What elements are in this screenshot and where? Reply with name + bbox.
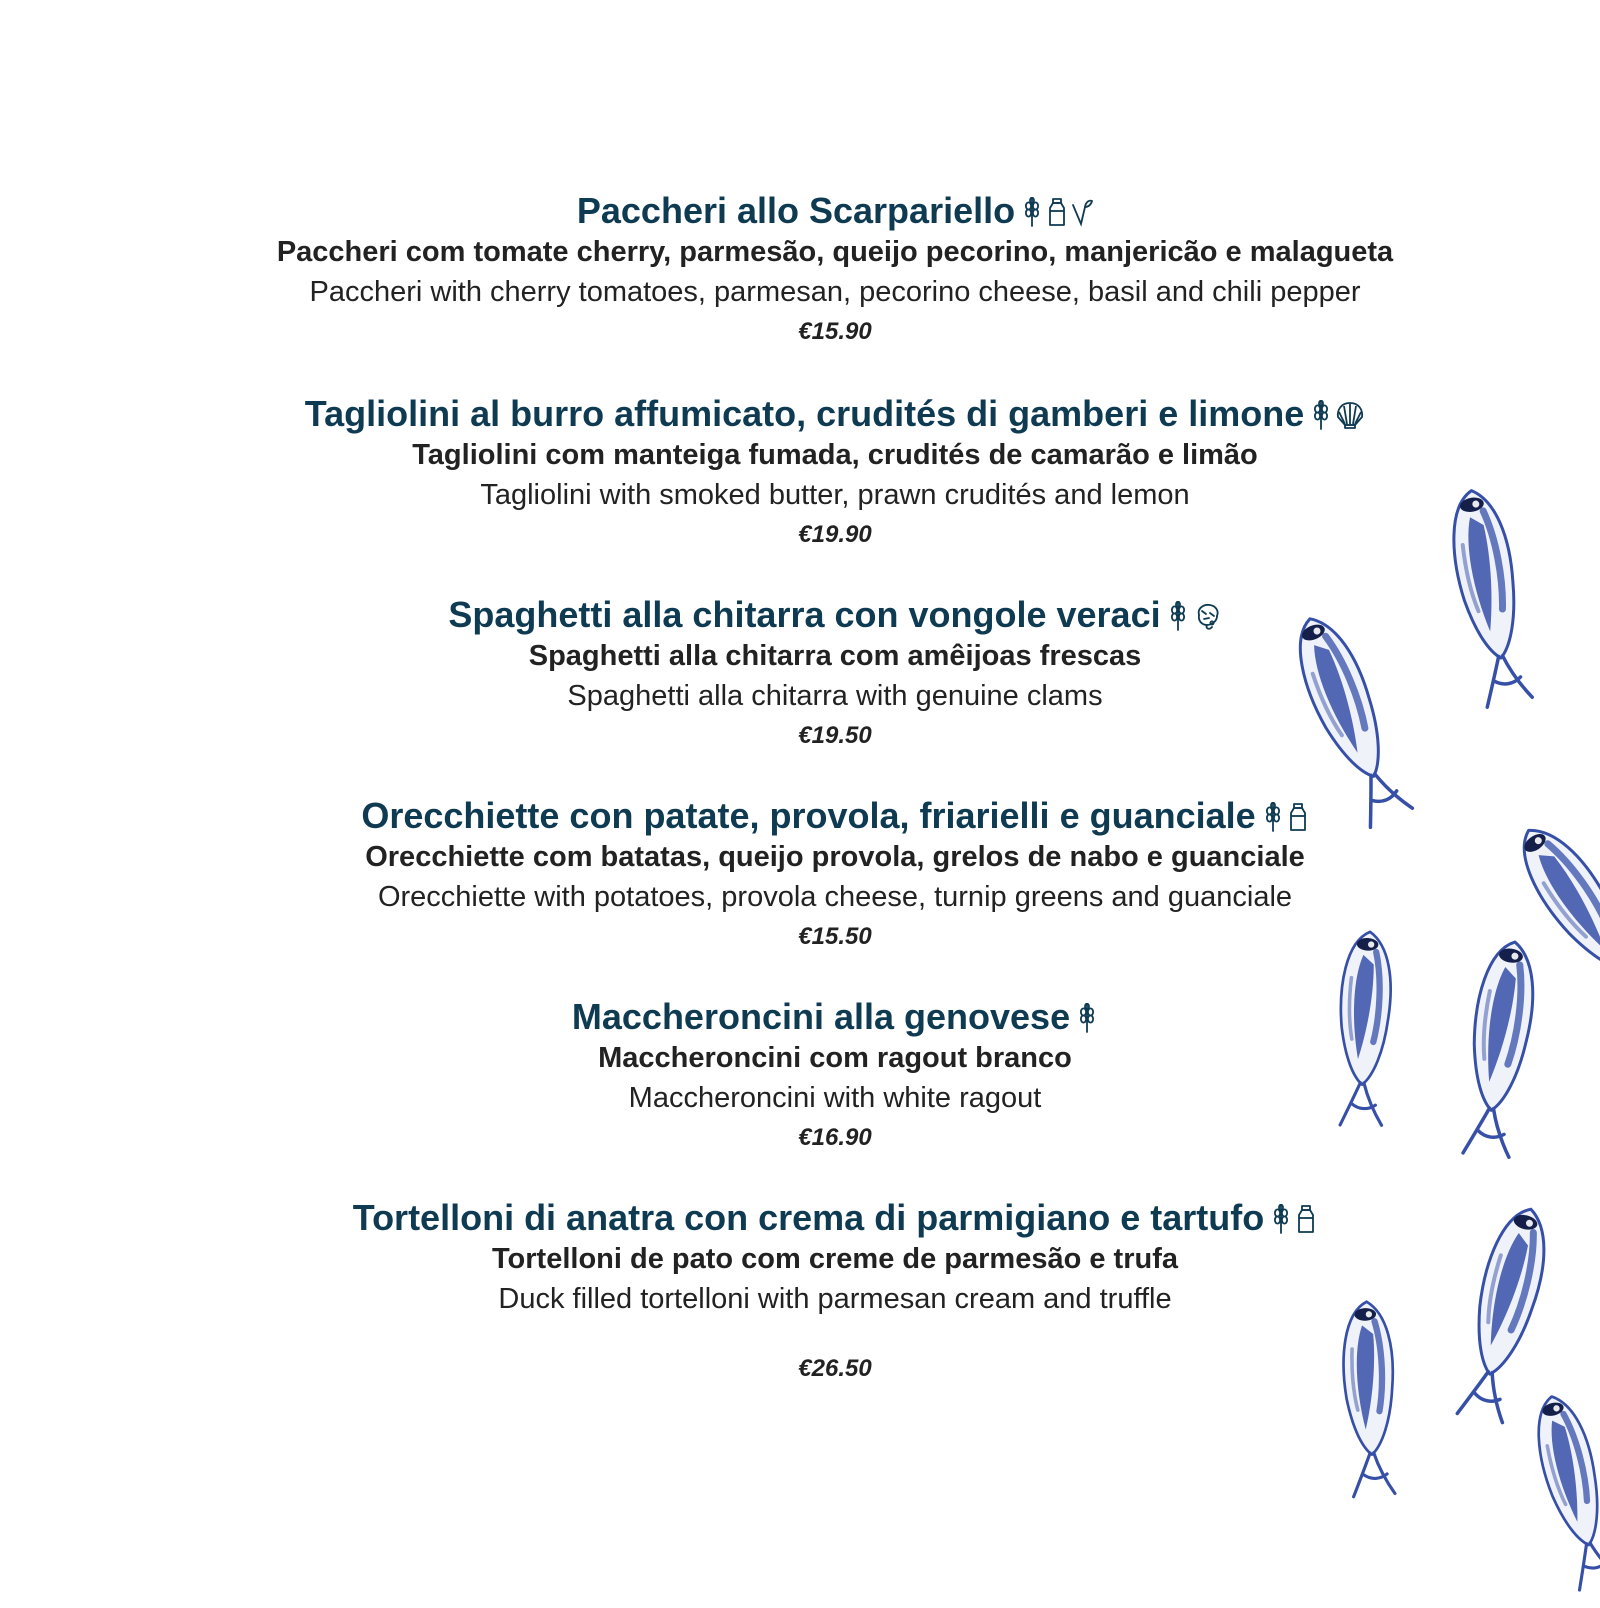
allergen-icons — [1270, 1204, 1317, 1234]
dish-title: Spaghetti alla chitarra con vongole veraci — [0, 594, 1600, 636]
dish-price: €15.90 — [798, 318, 872, 345]
dish-title: Paccheri allo Scarpariello — [0, 190, 1600, 232]
dish-description-pt: Spaghetti alla chitarra com amêijoas frescas — [528, 640, 1142, 672]
dish-price: €16.90 — [798, 1124, 872, 1151]
gluten-icon — [1076, 1003, 1098, 1033]
dish-price: €19.50 — [798, 722, 872, 749]
dish-description-pt: Orecchiette com batatas, queijo provola, grelos de nabo e guanciale — [365, 841, 1305, 873]
fish-illustration — [1314, 916, 1415, 1140]
dish-description-en: Paccheri with cherry tomatoes, parmesan, pecorino cheese, basil and chili pepper — [309, 276, 1361, 308]
allergen-icons — [1076, 1003, 1098, 1033]
dish-description-pt: Paccheri com tomate cherry, parmesão, queijo pecorino, manjericão e malagueta — [276, 236, 1394, 268]
gluten-icon — [1262, 802, 1284, 832]
dish-description-en: Tagliolini with smoked butter, prawn crudités and lemon — [480, 479, 1190, 511]
dish-title: Tortelloni di anatra con crema di parmigiano e tartufo — [0, 1197, 1600, 1239]
allergen-icons — [1310, 400, 1365, 430]
allergen-icons — [1021, 197, 1093, 227]
crustacean-icon — [1192, 601, 1222, 631]
dairy-icon — [1295, 1204, 1317, 1234]
allergen-icons — [1262, 802, 1309, 832]
dish-description-pt: Tortelloni de pato com creme de parmesão e trufa — [492, 1243, 1178, 1275]
menu-item — [0, 190, 1600, 352]
dairy-icon — [1287, 802, 1309, 832]
shellfish-icon — [1335, 400, 1365, 430]
dish-description-en: Spaghetti alla chitarra with genuine clams — [567, 680, 1103, 712]
fish-illustration — [1321, 1279, 1419, 1518]
dish-price: €15.50 — [798, 923, 872, 950]
dish-title: Tagliolini al burro affumicato, crudités di gamberi e limone — [0, 393, 1600, 435]
dish-price: €19.90 — [798, 521, 872, 548]
dish-description-pt: Tagliolini com manteiga fumada, crudités de camarão e limão — [412, 439, 1258, 471]
dish-description-en: Orecchiette with potatoes, provola cheese, turnip greens and guanciale — [377, 881, 1293, 913]
gluten-icon — [1021, 197, 1043, 227]
gluten-icon — [1167, 601, 1189, 631]
vegetarian-icon — [1071, 197, 1093, 227]
dish-title: Orecchiette con patate, provola, friarielli e guanciale — [0, 795, 1600, 837]
dish-description-en: Duck filled tortelloni with parmesan cream and truffle — [498, 1283, 1172, 1315]
allergen-icons — [1167, 601, 1222, 631]
dish-price: €26.50 — [798, 1355, 872, 1382]
dish-description-en: Maccheroncini with white ragout — [628, 1082, 1042, 1114]
gluten-icon — [1310, 400, 1332, 430]
dish-description-pt: Maccheroncini com ragout branco — [598, 1042, 1072, 1074]
dairy-icon — [1046, 197, 1068, 227]
menu-item — [0, 393, 1600, 555]
gluten-icon — [1270, 1204, 1292, 1234]
dish-title: Maccheroncini alla genovese — [0, 996, 1600, 1038]
